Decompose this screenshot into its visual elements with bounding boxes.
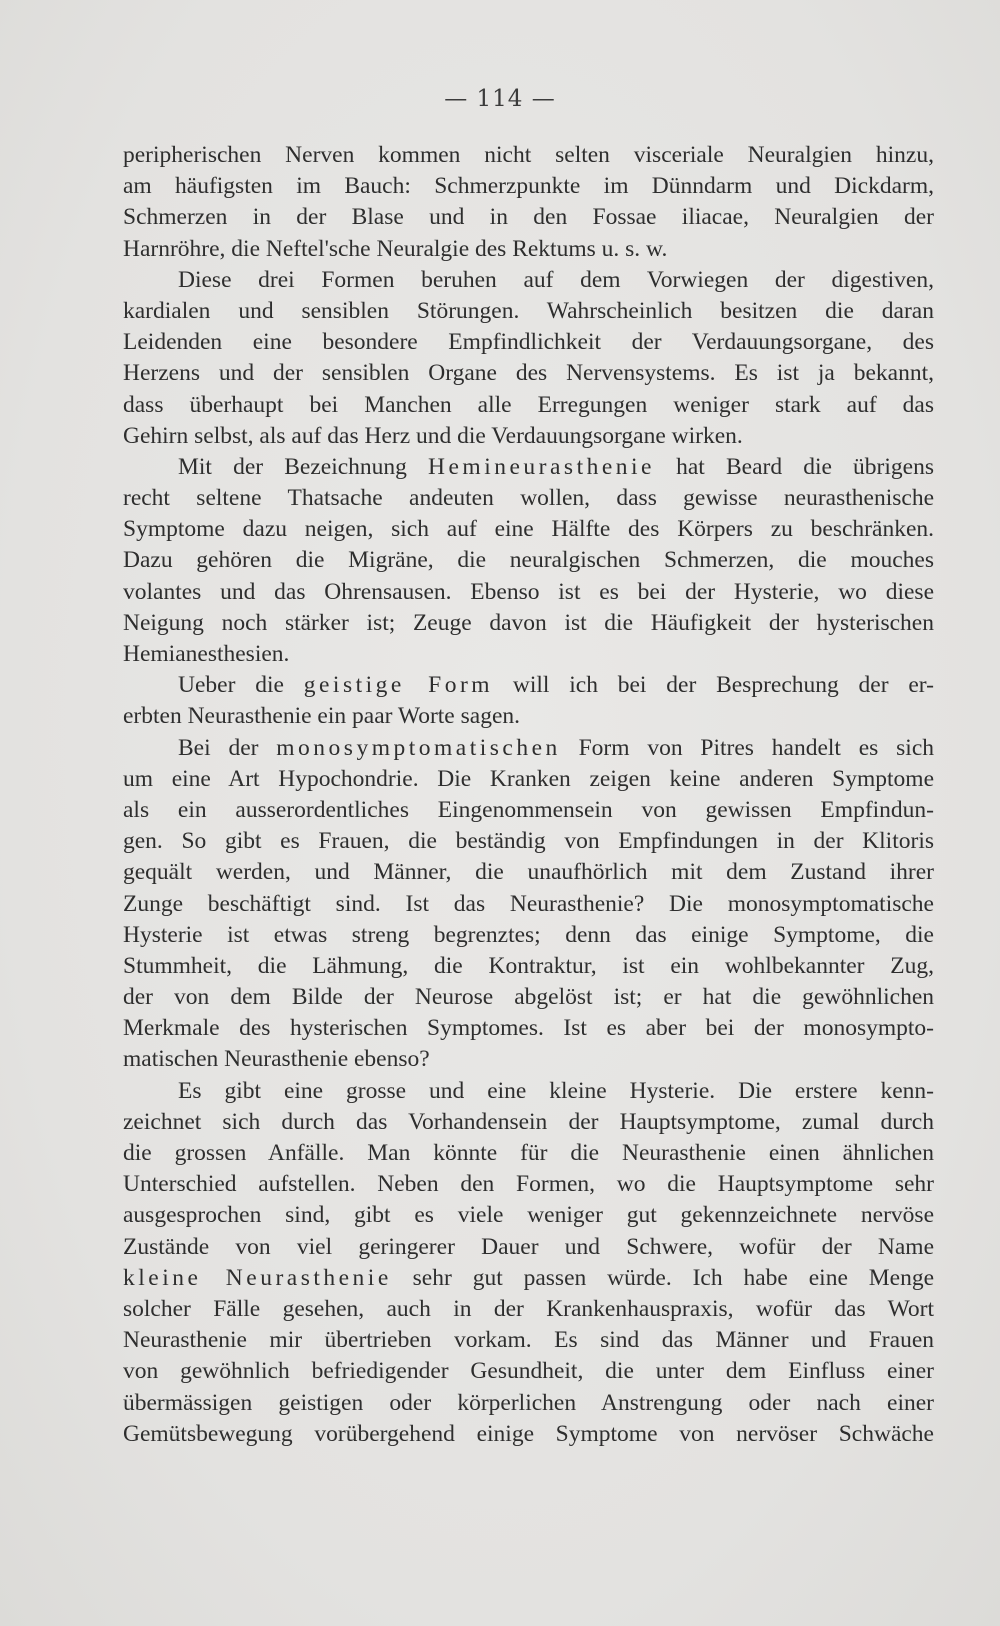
text-line: Hemianesthesien. <box>123 641 290 667</box>
text-line: als ein ausserordentliches Eingenommensein von gewissen Empfindun- <box>123 796 934 823</box>
page-number: — 114 — <box>444 86 556 112</box>
text-line: Neigung noch stärker ist; Zeuge davon ist die Häufigkeit der hysterischen <box>123 609 934 636</box>
body-text <box>123 140 934 1450</box>
text-line: gequält werden, und Männer, die unaufhörlich mit dem Zustand ihrer <box>123 859 934 886</box>
spaced-term: kleine Neurasthenie <box>123 1264 392 1291</box>
text-line: um eine Art Hypochondrie. Die Kranken zeigen keine anderen Symptome <box>123 765 934 792</box>
text-line: Stummheit, die Lähmung, die Kontraktur, ist ein wohlbekannter Zug, <box>123 952 934 979</box>
text-line: Unterschied aufstellen. Neben den Formen, wo die Hauptsymptome sehr <box>123 1171 934 1198</box>
spaced-term: monosymptomatischen <box>276 734 561 761</box>
text-line: Herzens und der sensiblen Organe des Nervensystems. Es ist ja bekannt, <box>123 360 934 387</box>
text-line: Symptome dazu neigen, sich auf eine Hälfte des Körpers zu beschränken. <box>123 516 934 543</box>
text-line: recht seltene Thatsache andeuten wollen, dass gewisse neurasthenische <box>123 485 934 512</box>
text-line <box>123 1263 934 1294</box>
text-line: der von dem Bilde der Neurose abgelöst ist; er hat die gewöhnlichen <box>123 984 934 1011</box>
text-line: Hysterie ist etwas streng begrenztes; denn das einige Symptome, die <box>123 921 934 948</box>
text-line <box>123 670 934 701</box>
text-run: Bei der <box>178 734 277 761</box>
text-line: Leidenden eine besondere Empfindlichkeit der Verdauungsorgane, des <box>123 329 934 356</box>
text-line: dass überhaupt bei Manchen alle Erregungen weniger stark auf das <box>123 391 934 418</box>
text-line: gen. So gibt es Frauen, die beständig von Empfindungen in der Klitoris <box>123 828 934 855</box>
text-line: die grossen Anfälle. Man könnte für die Neurasthenie einen ähnlichen <box>123 1140 934 1166</box>
text-line: Neurasthenie mir übertrieben vorkam. Es sind das Männer und Frauen <box>123 1327 934 1354</box>
text-run: hat Beard die übrigens <box>655 453 934 480</box>
spaced-term: Hemineurasthenie <box>428 453 655 480</box>
text-line: Gehirn selbst, als auf das Herz und die Verdauungsorgane wirken. <box>123 422 743 449</box>
text-run: sehr gut passen würde. Ich habe eine Menge <box>391 1264 935 1291</box>
text-line: erbten Neurasthenie ein paar Worte sagen. <box>123 703 520 730</box>
text-line: matischen Neurasthenie ebenso? <box>123 1046 430 1073</box>
text-line: Dazu gehören die Migräne, die neuralgischen Schmerzen, die mouches <box>123 547 934 574</box>
text-line: am häufigsten im Bauch: Schmerzpunkte im Dünndarm und Dickdarm, <box>123 173 934 200</box>
text-run: will ich bei der Besprechung der er- <box>493 672 934 699</box>
text-line: kardialen und sensiblen Störungen. Wahrscheinlich besitzen die daran <box>123 297 934 324</box>
text-run: Form von Pitres handelt es sich <box>560 734 934 761</box>
text-line: solcher Fälle gesehen, auch in der Krankenhauspraxis, wofür das Wort <box>123 1295 934 1322</box>
text-line: volantes und das Ohrensausen. Ebenso ist es bei der Hysterie, wo diese <box>123 578 934 605</box>
text-line: von gewöhnlich befriedigender Gesundheit, die unter dem Einfluss einer <box>123 1358 934 1385</box>
spaced-term: geistige Form <box>303 672 494 699</box>
text-line: Merkmale des hysterischen Symptomes. Ist es aber bei der monosympto- <box>123 1015 934 1042</box>
text-run: Ueber die <box>178 672 304 699</box>
text-line <box>123 452 934 483</box>
text-line: zeichnet sich durch das Vorhandensein der Hauptsymptome, zumal durch <box>123 1108 934 1135</box>
text-run: Mit der Bezeichnung <box>178 453 429 480</box>
text-line: Diese drei Formen beruhen auf dem Vorwiegen der digestiven, <box>178 266 934 293</box>
text-line: Schmerzen in der Blase und in den Fossae iliacae, Neuralgien der <box>123 204 934 231</box>
text-line: Harnröhre, die Neftel'sche Neuralgie des Rektums u. s. w. <box>123 235 668 262</box>
text-line: Zunge beschäftigt sind. Ist das Neurasthenie? Die monosymptomatische <box>123 890 934 917</box>
text-line <box>123 733 934 764</box>
text-line: übermässigen geistigen oder körperlichen Anstrengung oder nach einer <box>123 1389 934 1416</box>
text-line: ausgesprochen sind, gibt es viele weniger gut gekennzeichnete nervöse <box>123 1202 934 1229</box>
text-line: peripherischen Nerven kommen nicht selten visceriale Neuralgien hinzu, <box>123 142 934 168</box>
text-line: Gemütsbewegung vorübergehend einige Symptome von nervöser Schwäche <box>123 1420 934 1447</box>
text-line: Es gibt eine grosse und eine kleine Hysterie. Die erstere kenn- <box>178 1077 934 1104</box>
text-line: Zustände von viel geringerer Dauer und Schwere, wofür der Name <box>123 1233 934 1260</box>
